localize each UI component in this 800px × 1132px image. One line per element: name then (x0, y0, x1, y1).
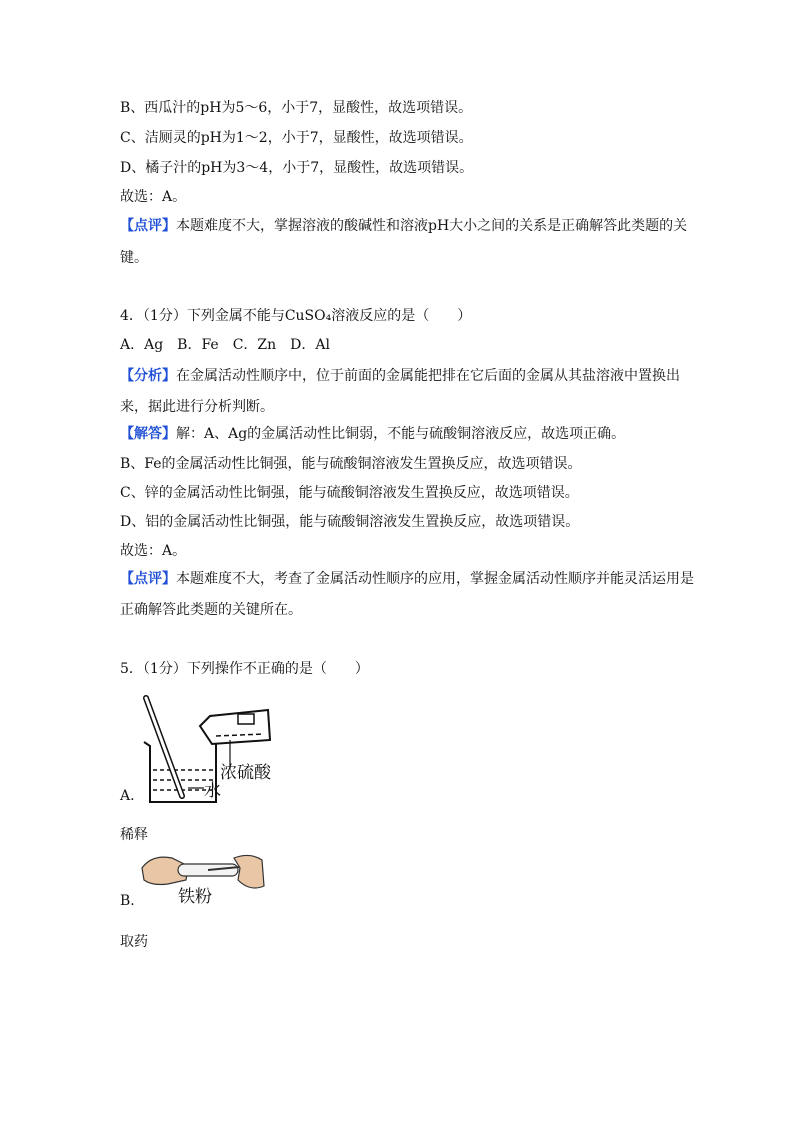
q4-comment (120, 569, 694, 589)
q5-stem: 5．（1分）下列操作不正确的是（ ） (120, 661, 369, 677)
reagent-bottle-icon (200, 710, 270, 768)
iron-powder-label: 铁粉 (178, 887, 212, 907)
q4-analysis-text-2: 来，据此进行分析判断。 (120, 399, 274, 415)
option-b-letter: B. (120, 893, 135, 909)
q4-option-d-line: D、铝的金属活动性比铜强，能与硫酸铜溶液发生置换反应，故选项错误。 (120, 514, 580, 530)
dilution-figure (138, 690, 288, 810)
concentrated-sulfuric-acid-label: 浓硫酸 (220, 763, 271, 783)
q4-analysis (120, 366, 680, 386)
glass-rod-icon (146, 698, 182, 796)
analysis-tag: 【分析】 (120, 368, 176, 384)
q4-option-b-line: B、Fe的金属活动性比铜强，能与硫酸铜溶液发生置换反应，故选项错误。 (120, 456, 582, 472)
q4-solution (120, 424, 625, 444)
comment-tag: 【点评】 (120, 571, 176, 587)
option-a-letter: A. (120, 788, 135, 804)
q4-solution-a: 解：A、Ag的金属活动性比铜弱，不能与硫酸铜溶液反应，故选项正确。 (176, 426, 626, 442)
q3-comment-text-1: 本题难度不大，掌握溶液的酸碱性和溶液pH大小之间的关系是正确解答此类题的关 (176, 218, 688, 234)
q4-options: A．Ag B．Fe C．Zn D．Al (120, 337, 330, 353)
water-label: 水 (204, 781, 221, 801)
take-powder-figure (138, 850, 268, 910)
q3-option-d-line: D、橘子汁的pH为3～4，小于7，显酸性，故选项错误。 (120, 160, 474, 176)
q3-answer: 故选：A。 (120, 189, 187, 205)
q3-comment (120, 216, 687, 236)
q4-stem: 4．（1分）下列金属不能与CuSO₄溶液反应的是（ ） (120, 308, 472, 324)
q4-answer: 故选：A。 (120, 543, 187, 559)
right-hand-icon (234, 855, 264, 888)
q3-option-c-line: C、洁厕灵的pH为1～2，小于7，显酸性，故选项错误。 (120, 130, 473, 146)
comment-tag: 【点评】 (120, 218, 176, 234)
q4-comment-text-1: 本题难度不大，考查了金属活动性顺序的应用，掌握金属活动性顺序并能灵活运用是 (176, 571, 694, 587)
solution-tag: 【解答】 (120, 426, 176, 442)
q3-comment-text-2: 键。 (120, 250, 148, 266)
q4-analysis-text-1: 在金属活动性顺序中，位于前面的金属能把排在它后面的金属从其盐溶液中置换出 (176, 368, 680, 384)
option-a-caption: 稀释 (120, 827, 148, 843)
q3-option-b-line: B、西瓜汁的pH为5～6，小于7，显酸性，故选项错误。 (120, 100, 473, 116)
option-b-caption: 取药 (120, 934, 148, 950)
q4-option-c-line: C、锌的金属活动性比铜强，能与硫酸铜溶液发生置换反应，故选项错误。 (120, 485, 579, 501)
q4-comment-text-2: 正确解答此类题的关键所在。 (120, 602, 302, 618)
